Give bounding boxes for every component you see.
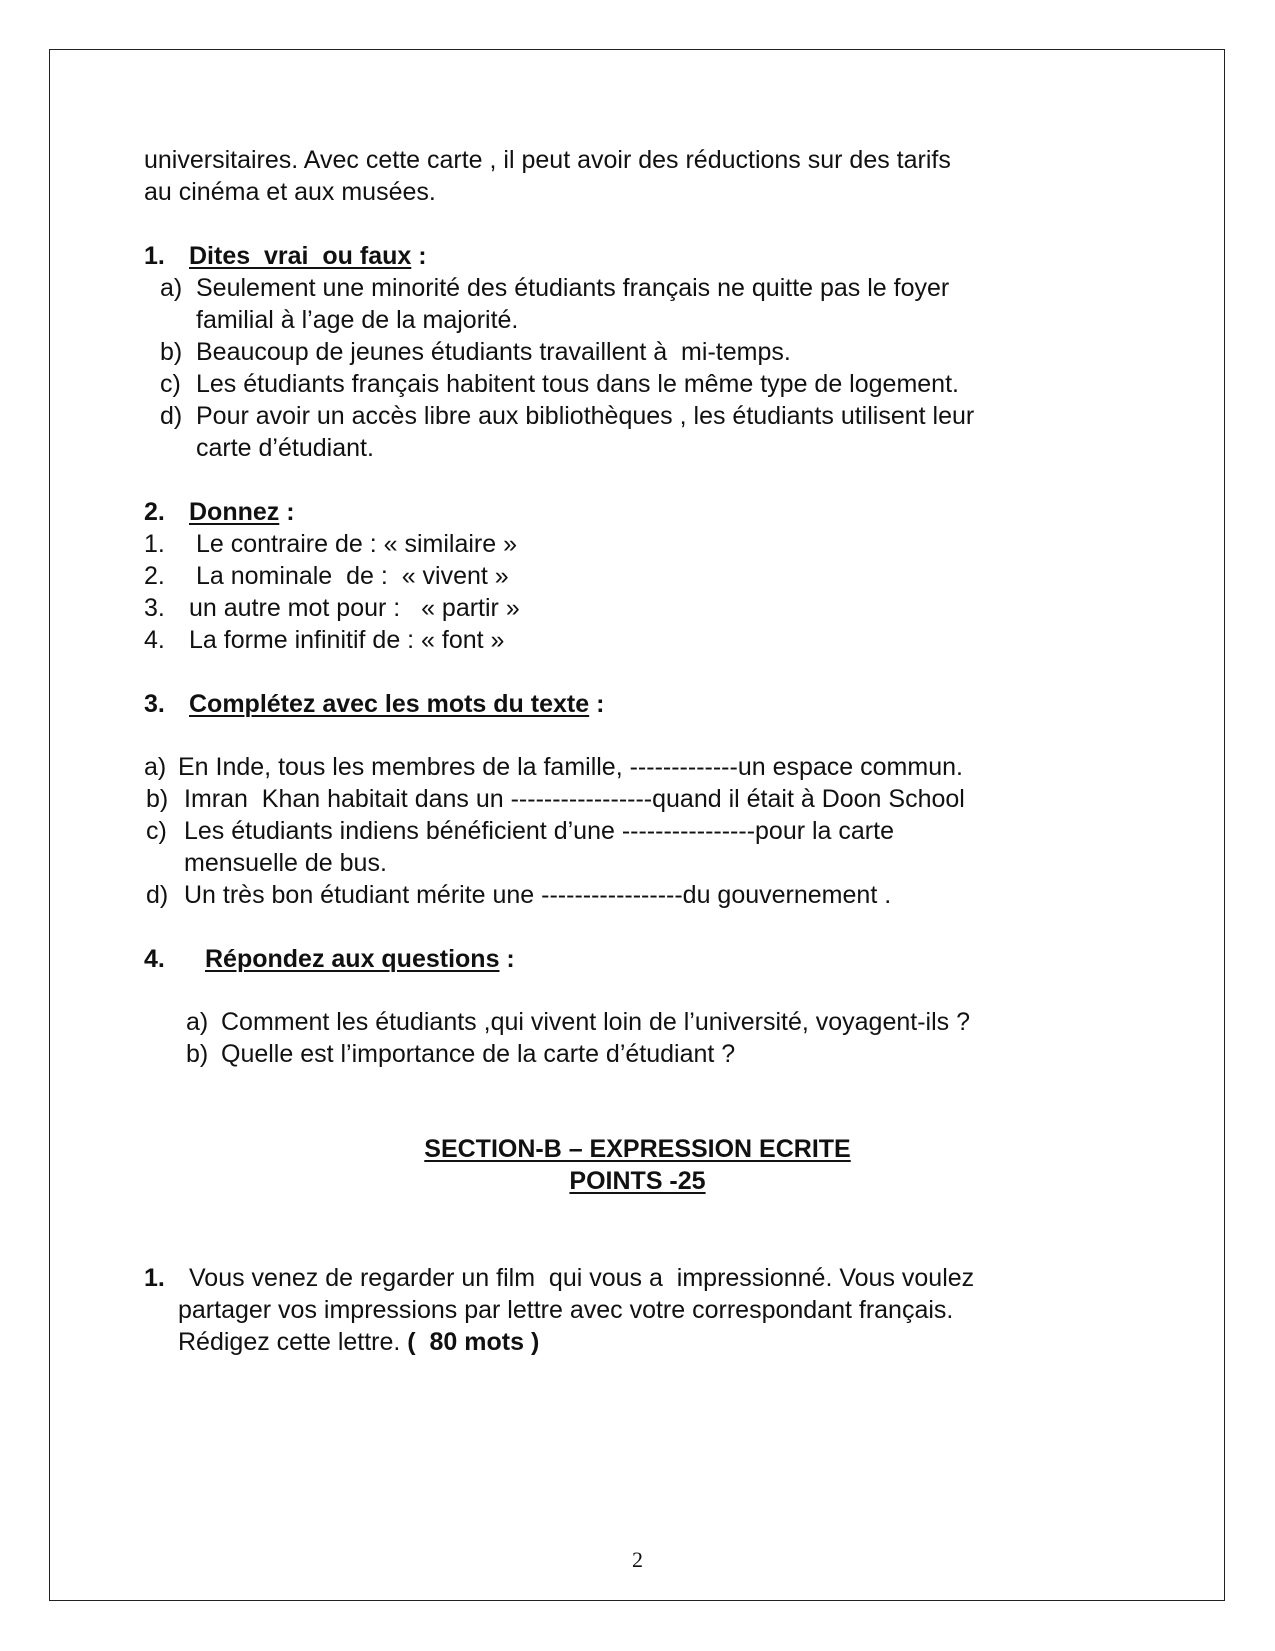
section-b-title: SECTION-B – EXPRESSION ECRITE — [424, 1135, 851, 1163]
q1-item-d-line-2: carte d’étudiant. — [196, 434, 374, 462]
q3-title: Complétez avec les mots du texte — [189, 690, 590, 718]
q4-colon: : — [499, 945, 515, 973]
task-line-1: Vous venez de regarder un film qui vous a impressionné. Vous voulez — [189, 1264, 975, 1292]
task-word-count: ( 80 mots ) — [407, 1328, 540, 1356]
q2-item-4-text: La forme infinitif de : « font » — [189, 626, 505, 654]
q3-heading — [189, 688, 604, 720]
section-b-points-text: POINTS -25 — [569, 1167, 706, 1195]
q3-item-c-line-1: Les étudiants indiens bénéficient d’une ----------------pour la carte — [184, 817, 894, 845]
task-line-2: partager vos impressions par lettre avec votre correspondant français. — [178, 1296, 954, 1324]
q2-title: Donnez — [189, 498, 280, 526]
q2-item-1-number: 1. — [144, 530, 165, 558]
q3-item-d-letter: d) — [146, 881, 169, 909]
q4-number: 4. — [144, 945, 165, 973]
q3-item-b-line-1: Imran Khan habitait dans un -----------------quand il était à Doon School — [184, 785, 965, 813]
q2-item-3-number: 3. — [144, 594, 165, 622]
q2-heading — [189, 496, 295, 528]
q3-item-a-line-1: En Inde, tous les membres de la famille, -------------un espace commun. — [178, 753, 963, 781]
q2-number: 2. — [144, 498, 165, 526]
q1-heading — [189, 240, 427, 272]
q4-heading — [205, 943, 515, 975]
task-line-3-text: Rédigez cette lettre. — [178, 1328, 408, 1356]
page-number: 2 — [632, 1547, 643, 1572]
intro-line-2: au cinéma et aux musées. — [144, 178, 436, 206]
section-b-heading — [0, 1133, 1275, 1165]
q2-item-2-text: La nominale de : « vivent » — [196, 562, 509, 590]
q4-item-b-text: Quelle est l’importance de la carte d’étudiant ? — [221, 1040, 736, 1068]
q3-colon: : — [589, 690, 605, 718]
q4-item-a-text: Comment les étudiants ,qui vivent loin de l’université, voyagent-ils ? — [221, 1008, 970, 1036]
q4-title: Répondez aux questions — [205, 945, 500, 973]
q4-item-b-letter: b) — [186, 1040, 209, 1068]
q1-item-c-letter: c) — [160, 370, 181, 398]
q3-item-c-letter: c) — [146, 817, 167, 845]
q1-item-a-line-1: Seulement une minorité des étudiants français ne quitte pas le foyer — [196, 274, 950, 302]
q1-item-a-line-2: familial à l’age de la majorité. — [196, 306, 519, 334]
task-number: 1. — [144, 1264, 165, 1292]
q3-item-b-letter: b) — [146, 785, 169, 813]
q2-item-2-number: 2. — [144, 562, 165, 590]
q2-colon: : — [279, 498, 295, 526]
q3-number: 3. — [144, 690, 165, 718]
q1-item-d-letter: d) — [160, 402, 183, 430]
task-line-3 — [178, 1326, 539, 1358]
q1-number: 1. — [144, 242, 165, 270]
q3-item-c-line-2: mensuelle de bus. — [184, 849, 387, 877]
q2-item-4-number: 4. — [144, 626, 165, 654]
q1-item-b-line-1: Beaucoup de jeunes étudiants travaillent à mi-temps. — [196, 338, 791, 366]
q2-item-3-text: un autre mot pour : « partir » — [189, 594, 520, 622]
q1-title: Dites vrai ou faux — [189, 242, 412, 270]
q1-item-b-letter: b) — [160, 338, 183, 366]
q4-item-a-letter: a) — [186, 1008, 209, 1036]
intro-line-1: universitaires. Avec cette carte , il peut avoir des réductions sur des tarifs — [144, 146, 951, 174]
q1-item-c-line-1: Les étudiants français habitent tous dans le même type de logement. — [196, 370, 959, 398]
q1-item-d-line-1: Pour avoir un accès libre aux bibliothèques , les étudiants utilisent leur — [196, 402, 975, 430]
q3-item-d-line-1: Un très bon étudiant mérite une -----------------du gouvernement . — [184, 881, 892, 909]
q3-item-a-letter: a) — [144, 753, 167, 781]
section-b-points — [0, 1165, 1275, 1197]
q1-item-a-letter: a) — [160, 274, 183, 302]
q1-colon: : — [411, 242, 427, 270]
q2-item-1-text: Le contraire de : « similaire » — [196, 530, 517, 558]
